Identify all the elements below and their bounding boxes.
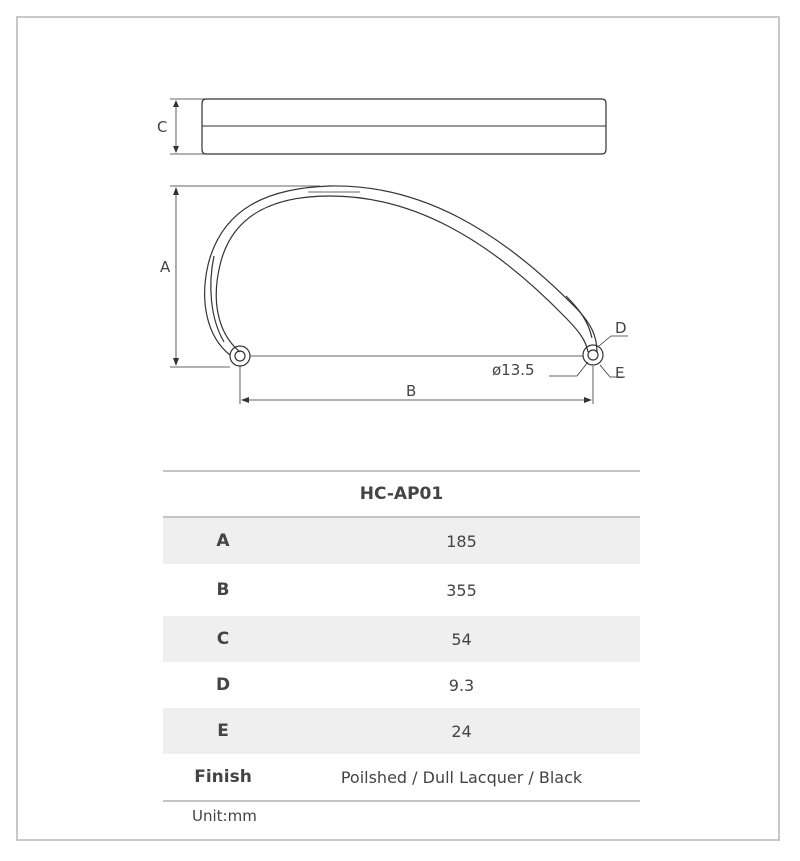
table-row bbox=[163, 616, 640, 662]
row-value: Poilshed / Dull Lacquer / Black bbox=[283, 754, 640, 801]
table-row bbox=[163, 754, 640, 801]
row-label: A bbox=[163, 517, 283, 564]
front-view bbox=[170, 186, 628, 404]
row-label: Finish bbox=[163, 754, 283, 801]
row-value: 24 bbox=[283, 708, 640, 754]
row-value: 9.3 bbox=[448, 675, 475, 695]
row-label: B bbox=[216, 580, 230, 600]
dim-label-a: A bbox=[160, 258, 171, 276]
row-label: E bbox=[163, 708, 283, 754]
row-label: D bbox=[215, 675, 231, 695]
model-title: HC-AP01 bbox=[163, 471, 640, 517]
unit-note: Unit:mm bbox=[192, 807, 257, 825]
row-label: C bbox=[163, 616, 283, 662]
row-value: 185 bbox=[283, 517, 640, 564]
hole-diameter-label: ø13.5 bbox=[492, 361, 535, 379]
spec-header-row bbox=[163, 471, 640, 517]
table-row bbox=[163, 564, 640, 616]
row-value: 355 bbox=[446, 580, 477, 600]
dim-label-b: B bbox=[406, 382, 417, 400]
table-row bbox=[163, 662, 640, 708]
table-row bbox=[163, 517, 640, 564]
top-view bbox=[170, 99, 606, 154]
dim-label-e: E bbox=[615, 364, 625, 382]
dim-label-d: D bbox=[615, 319, 627, 337]
dim-label-c: C bbox=[157, 118, 168, 136]
spec-table bbox=[163, 470, 640, 802]
row-value: 54 bbox=[283, 616, 640, 662]
table-row bbox=[163, 708, 640, 754]
